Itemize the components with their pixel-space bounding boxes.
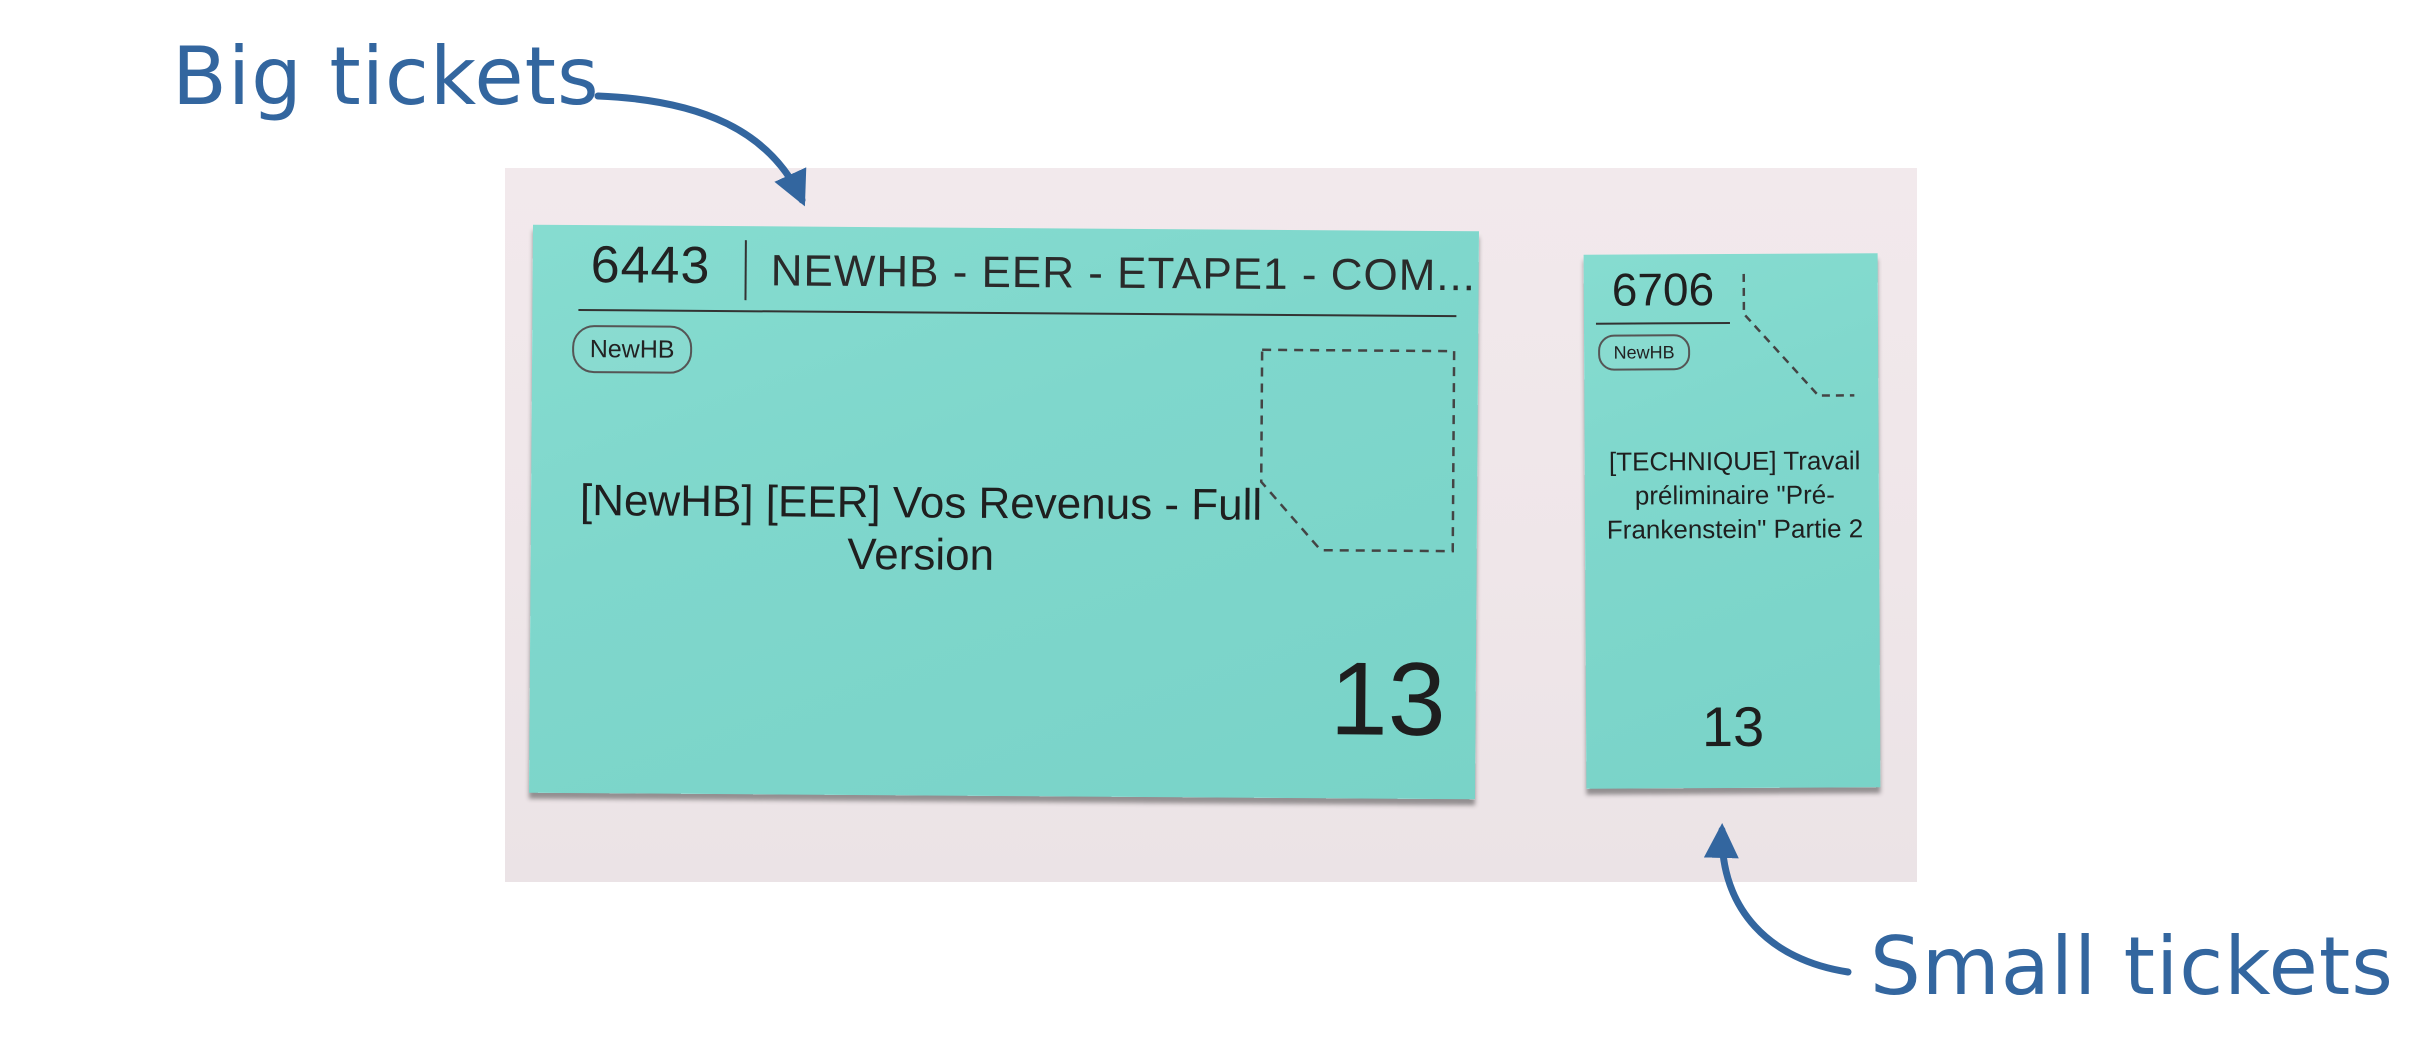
small-ticket-points: 13 [1701, 694, 1765, 759]
big-tickets-label: Big tickets [172, 30, 600, 123]
small-ticket-number: 6706 [1611, 263, 1715, 316]
big-ticket-description: [NewHB] [EER] Vos Revenus - Full Version [579, 476, 1263, 580]
small-tickets-label: Small tickets [1870, 920, 2394, 1013]
small-tickets-arrow-icon [1722, 830, 1848, 972]
big-ticket-tag: NewHB [572, 325, 692, 374]
big-ticket-points: 13 [1329, 641, 1447, 759]
small-ticket-description: [TECHNIQUE] Travail préliminaire "Pré-Frankenstein" Partie 2 [1606, 445, 1864, 545]
big-tickets-arrow-icon [598, 96, 802, 200]
small-ticket-tag: NewHB [1598, 334, 1690, 370]
big-ticket-title: NEWHB - EER - ETAPE1 - COM... [770, 246, 1477, 301]
big-ticket-number: 6443 [590, 236, 711, 295]
